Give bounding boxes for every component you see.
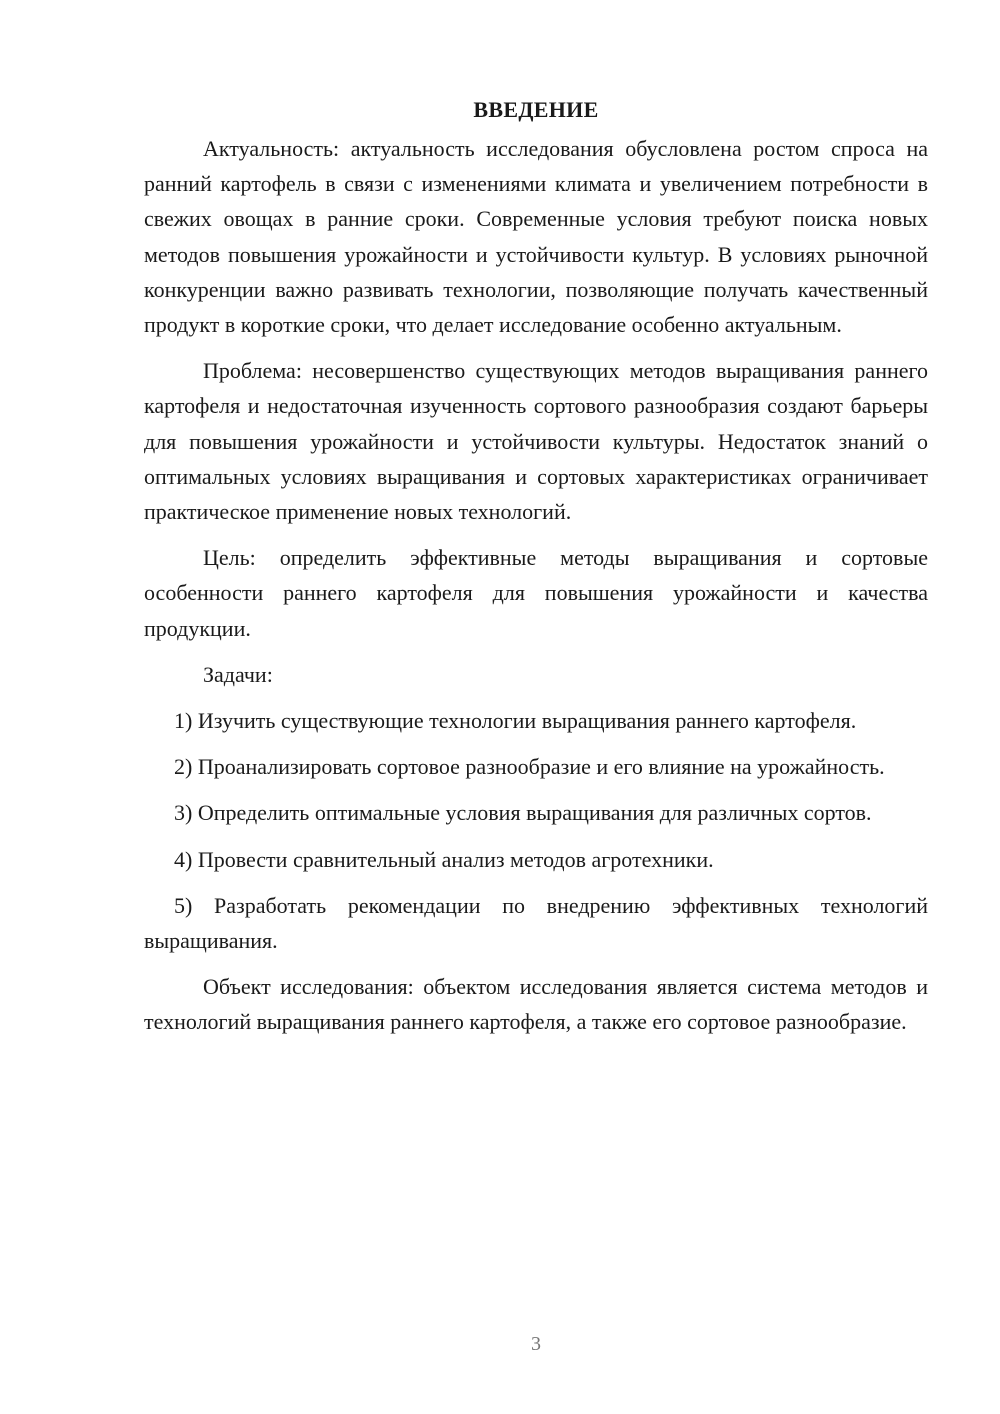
document-page [144,95,928,1051]
paragraph-relevance: Актуальность: актуальность исследования обусловлена ростом спроса на ранний картофель в связи с изменениями климата и увеличением потребности в свежих овощах в ранние сроки. Современные условия требуют поиска новых методов повышения урожайности и устойчивости культур. В условиях рыночной конкуренции важно развивать технологии, позволяющие получать качественный продукт в короткие сроки, что делает исследование особенно актуальным. [144,136,928,338]
task-item-2: 2) Проанализировать сортовое разнообразие и его влияние на урожайность. [174,754,885,780]
paragraph-object: Объект исследования: объектом исследования является система методов и технологий выращивания раннего картофеля, а также его сортовое разнообразие. [144,974,928,1035]
paragraph-tasks-heading: Задачи: [203,661,273,687]
paragraph-problem: Проблема: несовершенство существующих методов выращивания раннего картофеля и недостаточная изученность сортового разнообразия создают барьеры для повышения урожайности и устойчивости культуры. Недостаток знаний о оптимальных условиях выращивания и сортовых характеристиках ограничивает практическое применение новых технологий. [144,358,928,525]
section-title: ВВЕДЕНИЕ [473,97,599,122]
task-item-3: 3) Определить оптимальные условия выращивания для различных сортов. [174,800,872,826]
task-item-4: 4) Провести сравнительный анализ методов агротехники. [174,846,714,872]
paragraph-goal: Цель: определить эффективные методы выращивания и сортовые особенности раннего картофеля для повышения урожайности и качества продукции. [144,545,928,641]
page-number: 3 [531,1333,541,1355]
task-item-1: 1) Изучить существующие технологии выращивания раннего картофеля. [174,708,857,734]
task-item-5: 5) Разработать рекомендации по внедрению эффективных технологий выращивания. [144,892,928,954]
